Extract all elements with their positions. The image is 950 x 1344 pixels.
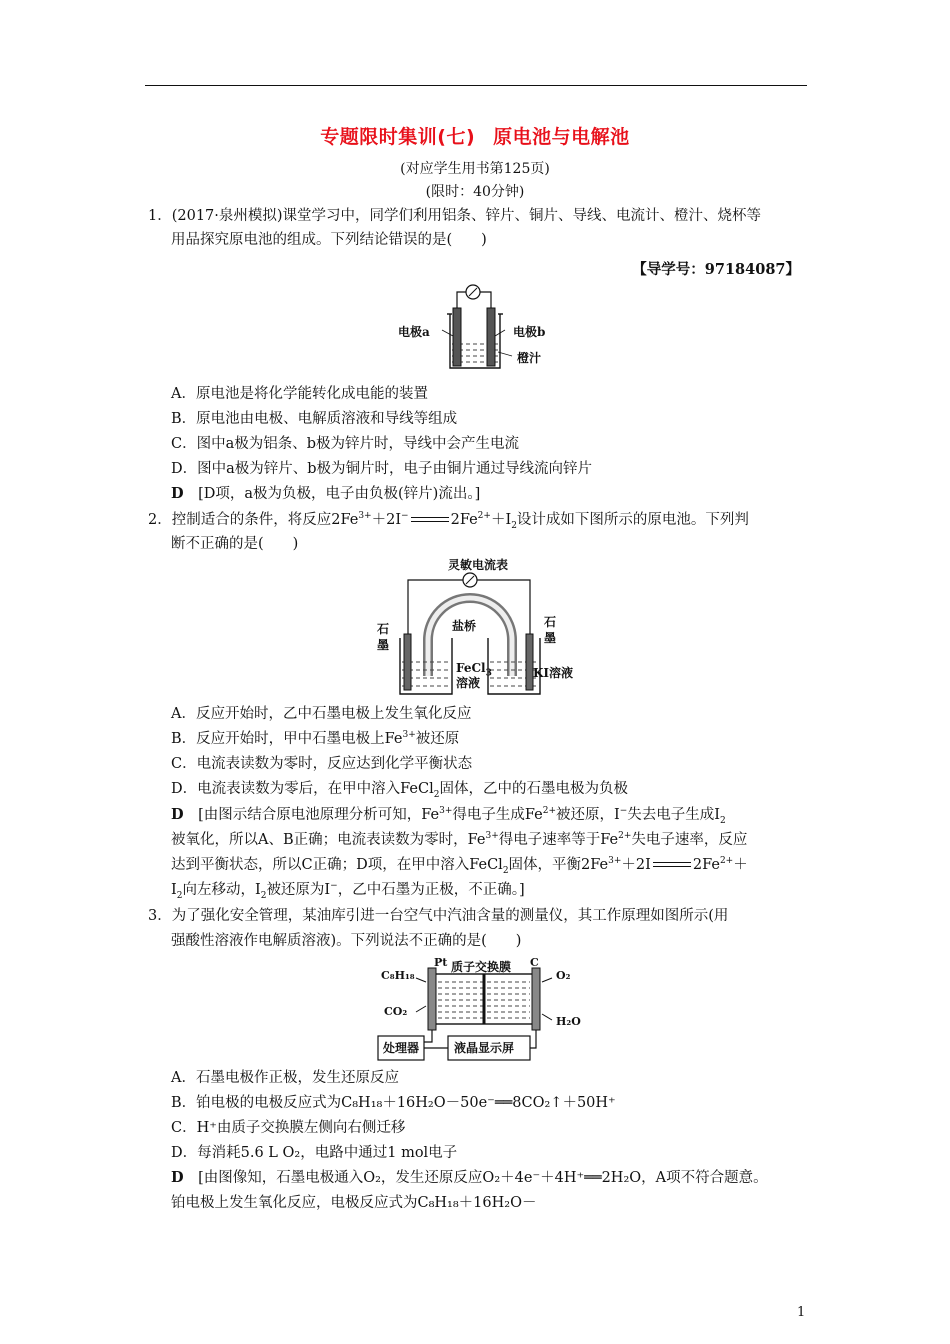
q1-option-c: C．图中a极为铝条、b极为锌片时，导线中会产生电流: [171, 436, 520, 452]
fig2-label-ki: KI溶液: [533, 666, 574, 680]
fig2-label-graphite-left: 石 墨: [377, 622, 390, 652]
graphite-left: [404, 634, 411, 690]
fig2-label-graphite-right: 石 墨: [544, 615, 557, 645]
fig1-label-a: 电极a: [398, 325, 430, 339]
q1-stem-line1: 1．(2017·泉州模拟)课堂学习中，同学们利用铝条、锌片、铜片、导线、电流计、橙汁、烧杯等: [148, 208, 762, 224]
equilibrium-arrow-icon: [409, 515, 451, 525]
q1-answer: [171, 484, 480, 504]
fig3-label-processor: 处理器: [383, 1041, 420, 1055]
q2-answer-line3: 达到平衡状态，所以C正确；D项，在甲中溶入FeCl$_2$固体，平衡$2Fe^{3+}+2I$ $2Fe^{2+}+$: [171, 856, 748, 876]
pt-electrode: [428, 968, 436, 1030]
q2-answer-line1: D [由图示结合原电池原理分析可知，$Fe^{3+}$得电子生成$Fe^{2+}$被还原，I−失去电子生成$I_2$: [171, 806, 726, 826]
q3-option-d: D．每消耗5.6 L O₂，电路中通过1 mol电子: [171, 1145, 458, 1161]
header-rule: [145, 85, 807, 86]
fig3-label-o2: O₂: [556, 969, 571, 982]
q3-answer-letter: D: [171, 1169, 184, 1186]
q1-stem-line2: 用品探究原电池的组成。下列结论错误的是( ): [171, 232, 487, 248]
fig2-label-meter: 灵敏电流表: [448, 558, 509, 572]
fig3-label-co2: CO₂: [384, 1005, 408, 1018]
page-title: [0, 122, 950, 149]
q3-stem-line2: 强酸性溶液作电解质溶液)。下列说法不正确的是( ): [171, 933, 522, 949]
fig1-label-b: 电极b: [513, 325, 546, 339]
fig3-label-lcd: 液晶显示屏: [454, 1041, 515, 1055]
q2-answer-line4: $I_2$向左移动，$I_2$被还原为I−，乙中石墨为正极，不正确。]: [171, 881, 525, 901]
fig3-label-c8h18: C₈H₁₈: [381, 969, 415, 982]
fig3-label-membrane: 质子交换膜: [451, 960, 512, 974]
fig2-label-bridge: 盐桥: [452, 619, 477, 633]
electrode-b: [487, 308, 495, 366]
equilibrium-arrow-icon: [651, 860, 693, 870]
q1-option-a: A．原电池是将化学能转化成电能的装置: [171, 386, 428, 402]
title-topic: 原电池与电解池: [493, 126, 630, 148]
q3-option-c: C．H⁺由质子交换膜左侧向右侧迁移: [171, 1120, 406, 1136]
q2-stem-line1: 2．控制适合的条件，将反应$2Fe^{3+}+2I^-$ $2Fe^{2+}+I_2$设计成如下图所示的原电池。下列判: [148, 511, 749, 531]
q2-answer-line2: 被氧化，所以A、B正确；电流表读数为零时，$Fe^{3+}$得电子速率等于$Fe^{2+}$失电子速率，反应: [171, 831, 748, 848]
q2-answer-letter: D: [171, 806, 184, 823]
q1-option-b: B．原电池由电极、电解质溶液和导线等组成: [171, 411, 458, 427]
q3-stem-line1: 3．为了强化安全管理，某油库引进一台空气中汽油含量的测量仪，其工作原理如图所示(用: [148, 908, 729, 924]
q2-option-a: A．反应开始时，乙中石墨电极上发生氧化反应: [171, 706, 472, 722]
subtitle-time-limit: (限时：40分钟): [425, 184, 525, 200]
q3-answer-line2: 铂电极上发生氧化反应，电极反应式为C₈H₁₈＋16H₂O－: [171, 1195, 537, 1211]
q1-guide-number: 【导学号：97184087】: [632, 261, 800, 278]
q3-answer-line1: D [由图像知，石墨电极通入O₂，发生还原反应O₂＋4e⁻＋4H⁺══2H₂O，A项不符合题意。: [171, 1169, 768, 1186]
c-electrode: [532, 968, 540, 1030]
fig2-label-fecl3: FeCl$_3$ 溶液: [456, 661, 492, 690]
q1-option-d: D．图中a极为锌片、b极为铜片时，电子由铜片通过导线流向锌片: [171, 461, 593, 477]
q3-option-a: A．石墨电极作正极，发生还原反应: [171, 1070, 399, 1086]
q3-option-b: B．铂电极的电极反应式为C₈H₁₈＋16H₂O－50e⁻══8CO₂↑＋50H⁺: [171, 1095, 616, 1111]
fig1-label-juice: 橙汁: [517, 351, 542, 365]
page-number: 1: [797, 1305, 806, 1320]
subtitle-book-ref: (对应学生用书第125页): [400, 161, 550, 177]
fig3-label-pt: Pt: [434, 956, 448, 969]
q2-stem-line2: 断不正确的是( ): [171, 536, 299, 552]
fig3-label-h2o: H₂O: [556, 1015, 581, 1028]
graphite-right: [526, 634, 533, 690]
fig3-label-c: C: [530, 956, 539, 969]
electrode-a: [453, 308, 461, 366]
q1-answer-letter: D: [171, 485, 184, 502]
q2-option-b: B．反应开始时，甲中石墨电极上$Fe^{3+}$被还原: [171, 730, 460, 747]
q2-option-c: C．电流表读数为零时，反应达到化学平衡状态: [171, 756, 473, 772]
q1-answer-text: [D项，a极为负极，电子由负极(锌片)流出。]: [198, 486, 481, 502]
q2-option-d: D．电流表读数为零后，在甲中溶入FeCl$_2$固体，乙中的石墨电极为负极: [171, 781, 628, 800]
title-series: 专题限时集训(七): [320, 126, 476, 148]
